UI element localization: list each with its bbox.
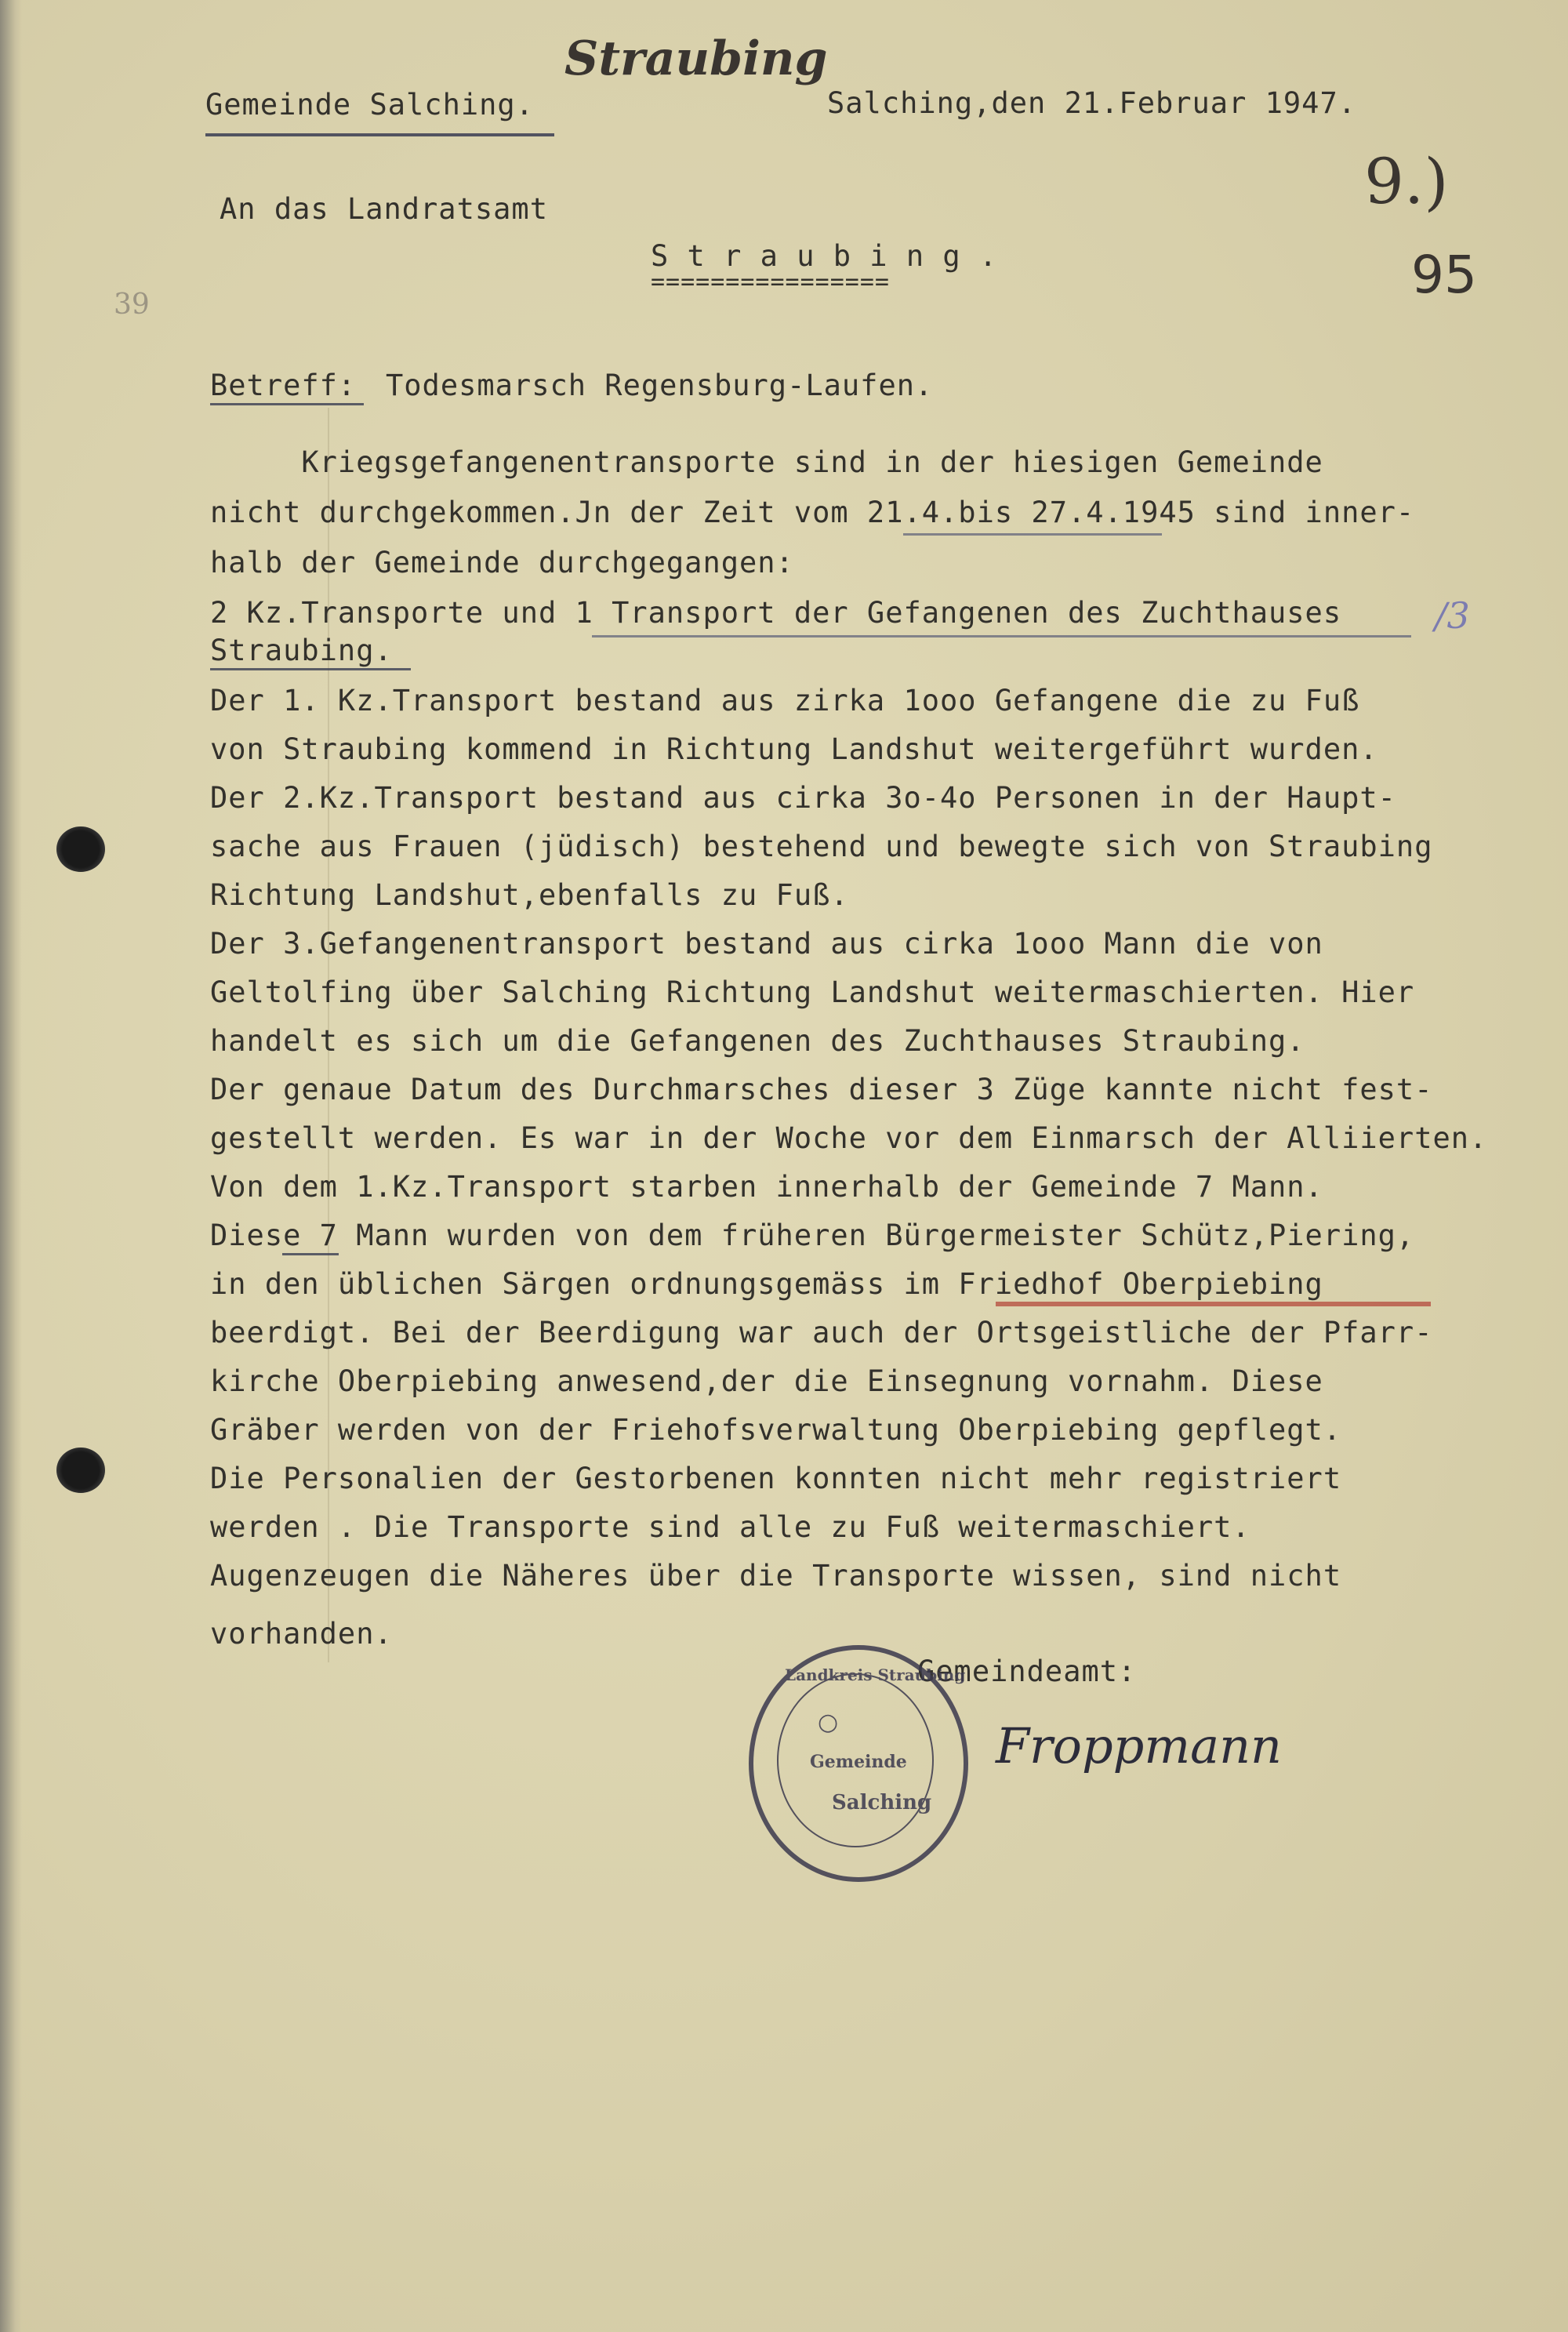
- left-margin-note: 39: [114, 289, 150, 321]
- recipient-city-underline: ================: [651, 268, 890, 296]
- seal-outer-text: Landkreis Straubing: [785, 1665, 966, 1684]
- body-line: Richtung Landshut,ebenfalls zu Fuß.: [210, 878, 849, 912]
- file-number: 95: [1411, 245, 1477, 305]
- municipal-seal-stamp: [749, 1645, 968, 1882]
- subject-label: Betreff:: [210, 369, 357, 402]
- body-line: halb der Gemeinde durchgegangen:: [210, 546, 794, 579]
- body-line: Diese 7 Mann wurden von dem früheren Bürgermeister Schütz,Piering,: [210, 1219, 1415, 1252]
- recipient-city: S t r a u b i n g .: [651, 239, 998, 273]
- punch-hole-top: [56, 826, 105, 872]
- right-margin-note: /3: [1435, 594, 1470, 637]
- sender-name: Gemeinde Salching.: [205, 88, 534, 122]
- signature: Froppmann: [996, 1717, 1282, 1774]
- body-line: Von dem 1.Kz.Transport starben innerhalb der Gemeinde 7 Mann.: [210, 1170, 1323, 1204]
- body-line: Kriegsgefangenentransporte sind in der hiesigen Gemeinde: [210, 445, 1323, 479]
- body-line: Der 1. Kz.Transport bestand aus zirka 1ooo Gefangene die zu Fuß: [210, 684, 1360, 717]
- punch-hole-bottom: [56, 1448, 105, 1493]
- closing-label: Gemeindeamt:: [917, 1655, 1137, 1688]
- body-line: Straubing.: [210, 634, 393, 667]
- body-line: vorhanden.: [210, 1617, 393, 1651]
- handwritten-place-note: Straubing: [564, 31, 828, 86]
- seal-middle-text: Gemeinde: [810, 1752, 907, 1772]
- body-line: beerdigt. Bei der Beerdigung war auch der Ortsgeistliche der Pfarr-: [210, 1316, 1433, 1349]
- body-line: Der 3.Gefangenentransport bestand aus cirka 1ooo Mann die von: [210, 927, 1323, 961]
- page-edge-shadow: [0, 0, 22, 2332]
- body-line: kirche Oberpiebing anwesend,der die Einsegnung vornahm. Diese: [210, 1364, 1323, 1398]
- body-line: Die Personalien der Gestorbenen konnten nicht mehr registriert: [210, 1462, 1342, 1495]
- body-line: sache aus Frauen (jüdisch) bestehend und bewegte sich von Straubing: [210, 830, 1433, 863]
- body-line: gestellt werden. Es war in der Woche vor dem Einmarsch der Alliierten.: [210, 1121, 1488, 1155]
- body-line: werden . Die Transporte sind alle zu Fuß weitermaschiert.: [210, 1510, 1250, 1544]
- subject-text: Todesmarsch Regensburg-Laufen.: [386, 369, 934, 402]
- letter-date: Salching,den 21.Februar 1947.: [827, 86, 1357, 120]
- subject-label-underline: [210, 403, 364, 405]
- body-line: Geltolfing über Salching Richtung Landshut weitermaschierten. Hier: [210, 975, 1415, 1009]
- straubing-underline: [210, 668, 411, 670]
- seal-center-mark: ○: [818, 1709, 839, 1736]
- sender-underline: [205, 133, 554, 136]
- body-line: Der genaue Datum des Durchmarsches dieser 3 Züge kannte nicht fest-: [210, 1073, 1433, 1106]
- body-line: Der 2.Kz.Transport bestand aus cirka 3o-4o Personen in der Haupt-: [210, 781, 1396, 815]
- body-line: Augenzeugen die Näheres über die Transporte wissen, sind nicht: [210, 1559, 1342, 1593]
- body-line: nicht durchgekommen.Jn der Zeit vom 21.4.bis 27.4.1945 sind inner-: [210, 496, 1415, 529]
- seven-underline: [282, 1253, 339, 1255]
- recipient-line: An das Landratsamt: [220, 192, 548, 226]
- body-line: handelt es sich um die Gefangenen des Zuchthauses Straubing.: [210, 1024, 1305, 1058]
- margin-note-number: 9.): [1364, 145, 1449, 218]
- body-line: Gräber werden von der Friehofsverwaltung Oberpiebing gepflegt.: [210, 1413, 1342, 1447]
- friedhof-red-underline: [996, 1302, 1431, 1306]
- seal-bottom-text: Salching: [832, 1791, 932, 1814]
- body-line: 2 Kz.Transporte und 1 Transport der Gefangenen des Zuchthauses: [210, 596, 1342, 630]
- body-line: in den üblichen Särgen ordnungsgemäss im Friedhof Oberpiebing: [210, 1267, 1323, 1301]
- body-line: von Straubing kommend in Richtung Landshut weitergeführt wurden.: [210, 732, 1378, 766]
- transport-underline: [592, 635, 1411, 637]
- date-range-underline: [903, 533, 1162, 536]
